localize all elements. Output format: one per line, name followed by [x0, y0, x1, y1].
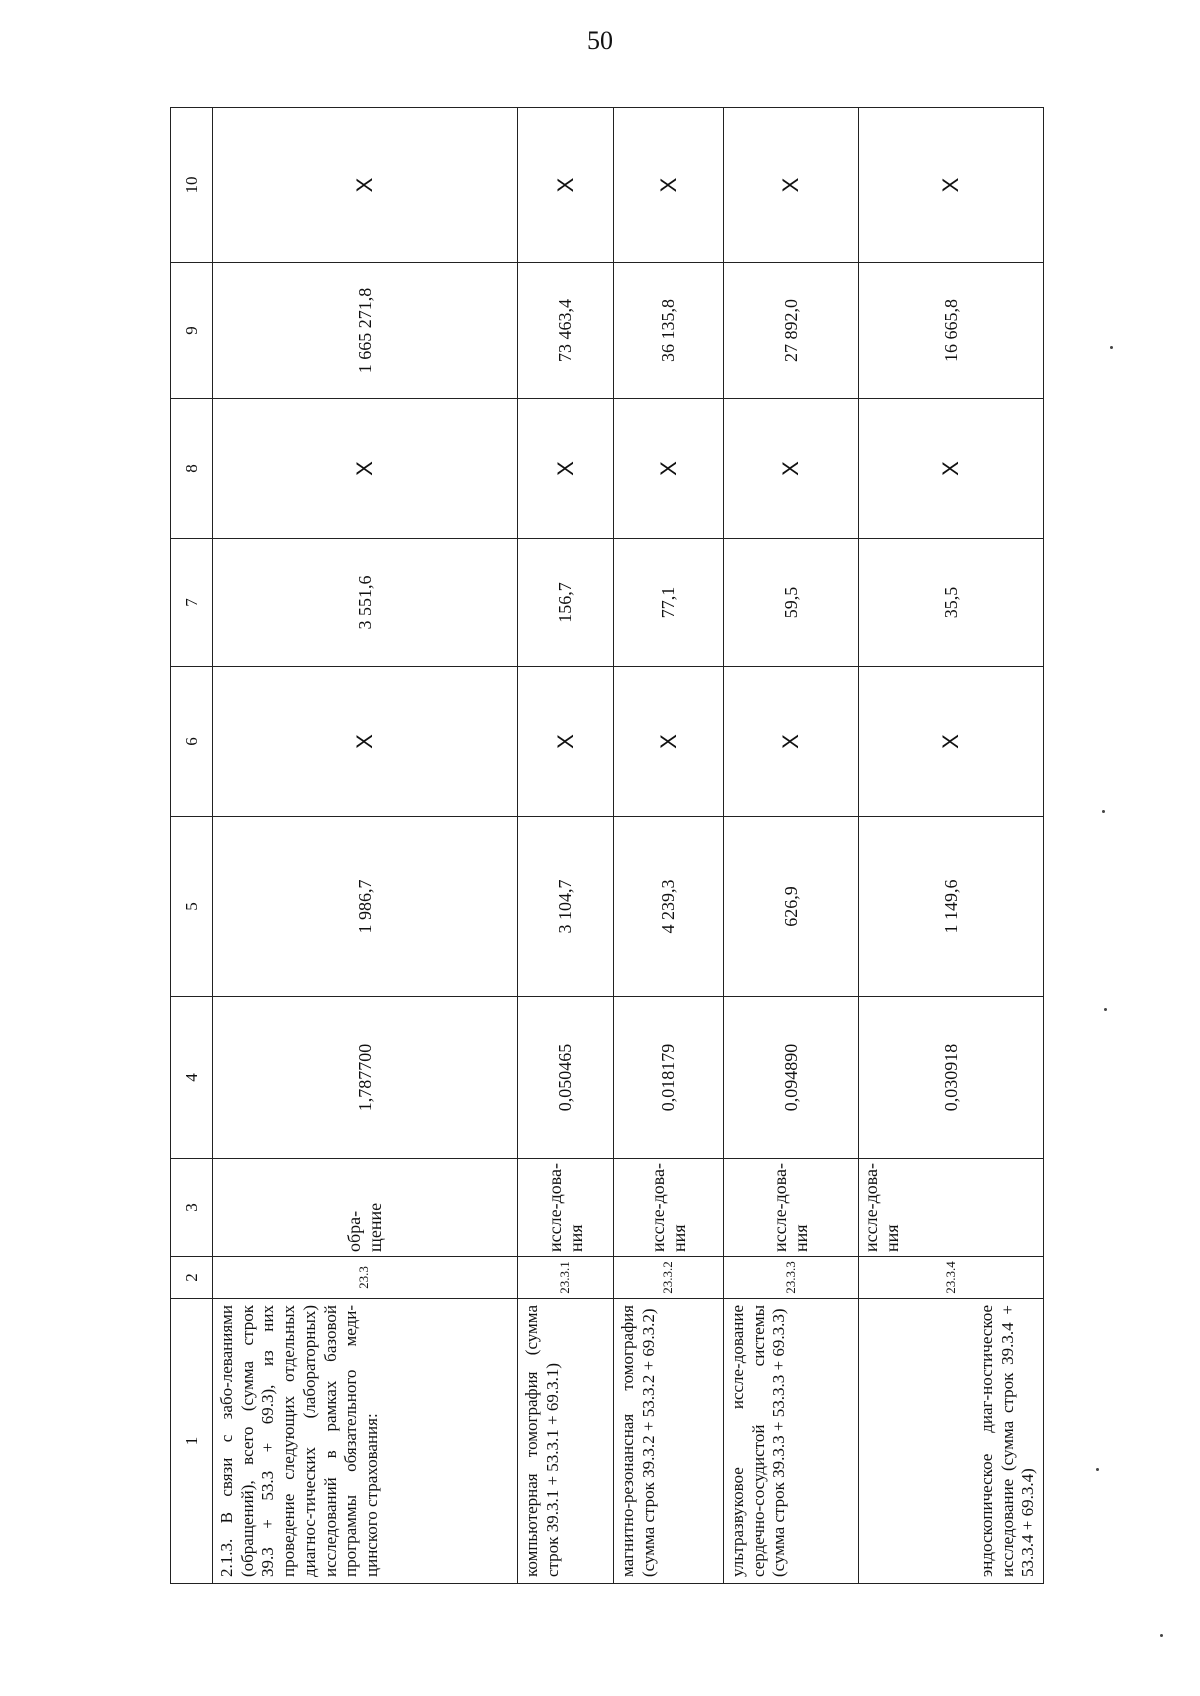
cell-col7: 3 551,6: [212, 539, 517, 667]
column-header: 4: [171, 997, 213, 1159]
column-header: 8: [171, 399, 213, 539]
row-description: эндоскопическое диаг-ностическое исследование (сумма строк 39.3.4 + 53.3.4 + 69.3.4): [859, 1299, 1044, 1584]
row-unit: иссле-дова-ния: [517, 1159, 614, 1257]
cell-col10: X: [723, 108, 858, 263]
data-table: [170, 107, 1044, 1584]
cell-col9: 73 463,4: [517, 263, 614, 399]
column-header: 7: [171, 539, 213, 667]
row-unit: иссле-дова-ния: [614, 1159, 724, 1257]
row-unit: иссле-дова-ния: [723, 1159, 858, 1257]
table-row: [212, 108, 517, 1584]
column-header: 3: [171, 1159, 213, 1257]
cell-col4: 0,018179: [614, 997, 724, 1159]
page-number: 50: [587, 26, 613, 55]
row-description: магнитно-резонансная томография (сумма строк 39.3.2 + 53.3.2 + 69.3.2): [614, 1299, 724, 1584]
cell-col8: X: [517, 399, 614, 539]
column-header: 9: [171, 263, 213, 399]
table-row: [723, 108, 858, 1584]
cell-col10: X: [859, 108, 1044, 263]
cell-col5: 1 149,6: [859, 817, 1044, 997]
cell-col8: X: [723, 399, 858, 539]
column-header: 1: [171, 1299, 213, 1584]
column-header: 10: [171, 108, 213, 263]
scan-speck: [1160, 1634, 1163, 1637]
cell-col6: X: [517, 667, 614, 817]
table-row: [859, 108, 1044, 1584]
row-description: компьютерная томография (сумма строк 39.3.1 + 53.3.1 + 69.3.1): [517, 1299, 614, 1584]
cell-col8: X: [614, 399, 724, 539]
cell-col4: 0,050465: [517, 997, 614, 1159]
cell-col5: 626,9: [723, 817, 858, 997]
scan-speck: [1102, 810, 1105, 813]
cell-col6: X: [859, 667, 1044, 817]
cell-col5: 4 239,3: [614, 817, 724, 997]
row-code: 23.3.4: [859, 1257, 1044, 1299]
scan-speck: [1110, 346, 1113, 349]
cell-col7: 59,5: [723, 539, 858, 667]
cell-col4: 0,094890: [723, 997, 858, 1159]
row-unit: обра-щение: [212, 1159, 517, 1257]
scan-speck: [1096, 1468, 1099, 1471]
cell-col6: X: [614, 667, 724, 817]
rotated-table-container: [170, 108, 1044, 1584]
row-code: 23.3.3: [723, 1257, 858, 1299]
table-row: [614, 108, 724, 1584]
table-header-row: [171, 108, 213, 1584]
scan-speck: [1104, 1008, 1107, 1011]
cell-col4: 1,787700: [212, 997, 517, 1159]
cell-col10: X: [614, 108, 724, 263]
cell-col7: 35,5: [859, 539, 1044, 667]
column-header: 6: [171, 667, 213, 817]
cell-col8: X: [859, 399, 1044, 539]
cell-col4: 0,030918: [859, 997, 1044, 1159]
row-description: 2.1.3. В связи с забо-леваниями (обращений), всего (сумма строк 39.3 + 53.3 + 69.3), из них проведение следующих отдельных диагнос-тических (лабораторных) исследований в рамках базовой программы обязательного меди-цинского страхования:: [212, 1299, 517, 1584]
cell-col10: X: [517, 108, 614, 263]
cell-col9: 1 665 271,8: [212, 263, 517, 399]
row-code: 23.3.1: [517, 1257, 614, 1299]
table-row: [517, 108, 614, 1584]
row-unit: иссле-дова-ния: [859, 1159, 1044, 1257]
column-header: 5: [171, 817, 213, 997]
column-header: 2: [171, 1257, 213, 1299]
cell-col9: 36 135,8: [614, 263, 724, 399]
cell-col9: 16 665,8: [859, 263, 1044, 399]
cell-col9: 27 892,0: [723, 263, 858, 399]
cell-col5: 3 104,7: [517, 817, 614, 997]
cell-col8: X: [212, 399, 517, 539]
row-description: ультразвуковое иссле-дование сердечно-сосудистой системы (сумма строк 39.3.3 + 53.3.3 + 69.3.3): [723, 1299, 858, 1584]
cell-col7: 77,1: [614, 539, 724, 667]
cell-col5: 1 986,7: [212, 817, 517, 997]
cell-col6: X: [212, 667, 517, 817]
cell-col10: X: [212, 108, 517, 263]
row-code: 23.3: [212, 1257, 517, 1299]
cell-col7: 156,7: [517, 539, 614, 667]
row-code: 23.3.2: [614, 1257, 724, 1299]
cell-col6: X: [723, 667, 858, 817]
